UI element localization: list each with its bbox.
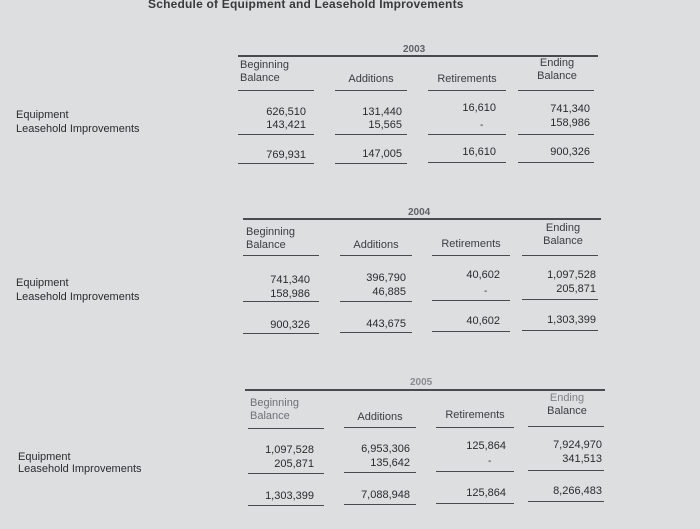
total-ending: 8,266,483 — [553, 485, 602, 497]
header-beginning-balance: Beginning Balance — [240, 59, 289, 84]
cell-ending: 205,871 — [556, 283, 596, 295]
cell-beginning: 158,986 — [270, 288, 310, 300]
header-retirements: Retirements — [441, 238, 501, 250]
cell-ending: 741,340 — [550, 103, 590, 115]
header-rule — [238, 90, 314, 91]
subtotal-rule — [340, 301, 412, 302]
row-label-equipment: Equipment — [16, 109, 69, 121]
total-beginning: 769,931 — [266, 149, 306, 161]
header-rule — [432, 255, 510, 256]
header-rule — [340, 255, 412, 256]
row-label-equipment: Equipment — [16, 277, 69, 289]
header-rule — [436, 427, 514, 428]
total-retirements: 125,864 — [466, 487, 506, 499]
cell-additions: 131,440 — [362, 106, 402, 118]
subtotal-rule — [432, 300, 510, 301]
subtotal-rule — [518, 134, 594, 135]
cell-ending: 7,924,970 — [553, 439, 602, 451]
total-ending: 900,326 — [550, 146, 590, 158]
total-additions: 147,005 — [362, 148, 402, 160]
year-label: 2003 — [403, 44, 426, 55]
header-rule — [518, 90, 594, 91]
cell-retirements: 125,864 — [466, 440, 506, 452]
cell-retirements: - — [488, 456, 492, 467]
row-label-leasehold: Leasehold Improvements — [16, 123, 140, 135]
total-rule — [248, 505, 324, 506]
subtotal-rule — [428, 134, 506, 135]
row-label-leasehold: Leasehold Improvements — [16, 291, 140, 303]
row-label-equipment: Equipment — [18, 451, 71, 463]
header-additions: Additions — [357, 411, 403, 423]
top-rule — [245, 389, 605, 391]
subtotal-rule — [238, 134, 314, 135]
cell-beginning: 143,421 — [266, 119, 306, 131]
cell-additions: 396,790 — [366, 272, 406, 284]
total-rule — [243, 333, 319, 334]
subtotal-rule — [436, 471, 514, 472]
header-ending-balance: Ending Balance — [537, 57, 577, 82]
cell-additions: 46,885 — [372, 286, 406, 298]
header-rule — [243, 255, 319, 256]
header-rule — [248, 428, 324, 429]
header-rule — [335, 90, 407, 91]
header-rule — [522, 255, 598, 256]
total-rule — [428, 162, 506, 163]
cell-ending: 158,986 — [550, 117, 590, 129]
total-beginning: 1,303,399 — [265, 490, 314, 502]
schedule-2005 — [0, 372, 700, 502]
schedule-2003 — [0, 40, 700, 160]
top-rule — [243, 218, 601, 220]
subtotal-rule — [528, 470, 604, 471]
total-rule — [436, 503, 514, 504]
cell-beginning: 626,510 — [266, 106, 306, 118]
subtotal-rule — [335, 134, 407, 135]
cell-retirements: - — [484, 286, 488, 297]
header-additions: Additions — [348, 73, 394, 85]
total-rule — [522, 330, 598, 331]
total-ending: 1,303,399 — [547, 314, 596, 326]
cell-additions: 15,565 — [368, 119, 402, 131]
total-rule — [518, 162, 594, 163]
subtotal-rule — [522, 299, 598, 300]
total-rule — [528, 501, 604, 502]
header-ending-balance: Ending Balance — [543, 222, 583, 247]
total-additions: 7,088,948 — [361, 489, 410, 501]
header-retirements: Retirements — [445, 409, 505, 421]
subtotal-rule — [344, 472, 416, 473]
total-rule — [340, 332, 412, 333]
header-beginning-balance: Beginning Balance — [246, 226, 295, 251]
total-rule — [432, 331, 510, 332]
total-beginning: 900,326 — [270, 319, 310, 331]
total-rule — [238, 163, 314, 164]
cell-beginning: 205,871 — [274, 458, 314, 470]
cell-retirements: 16,610 — [462, 102, 496, 114]
total-additions: 443,675 — [366, 318, 406, 330]
header-rule — [428, 90, 506, 91]
cell-additions: 6,953,306 — [361, 443, 410, 455]
header-additions: Additions — [353, 239, 399, 251]
cell-beginning: 1,097,528 — [265, 444, 314, 456]
row-label-leasehold: Leasehold Improvements — [18, 463, 142, 475]
cell-retirements: 40,602 — [466, 269, 500, 281]
page-title: Schedule of Equipment and Leasehold Improvements — [148, 0, 464, 11]
year-label: 2004 — [408, 207, 431, 218]
header-beginning-balance: Beginning Balance — [250, 397, 299, 422]
total-rule — [344, 504, 416, 505]
cell-ending: 1,097,528 — [547, 269, 596, 281]
year-label: 2005 — [410, 377, 433, 388]
cell-ending: 341,513 — [562, 453, 602, 465]
cell-additions: 135,642 — [370, 457, 410, 469]
header-rule — [528, 426, 604, 427]
header-retirements: Retirements — [437, 73, 497, 85]
cell-beginning: 741,340 — [270, 274, 310, 286]
total-retirements: 40,602 — [466, 315, 500, 327]
header-ending-balance: Ending Balance — [547, 392, 587, 417]
cell-retirements: - — [480, 120, 484, 131]
subtotal-rule — [243, 301, 319, 302]
schedule-2004 — [0, 202, 700, 331]
header-rule — [344, 427, 416, 428]
subtotal-rule — [248, 473, 324, 474]
total-retirements: 16,610 — [462, 146, 496, 158]
total-rule — [335, 163, 407, 164]
